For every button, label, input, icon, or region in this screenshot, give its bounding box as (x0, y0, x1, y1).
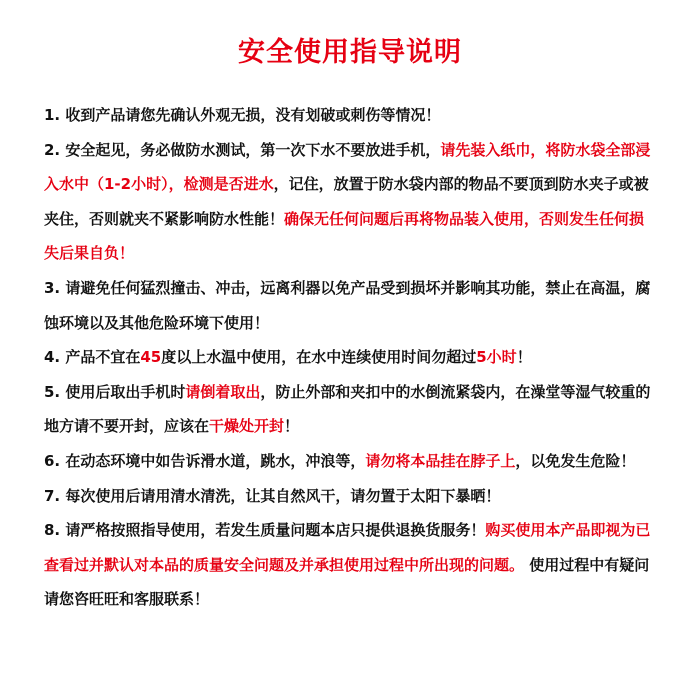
highlighted-text: 请勿将本品挂在脖子上 (365, 451, 516, 470)
instruction-item-2 (44, 133, 656, 271)
instruction-text: 使用过程中有疑问请您咨旺旺和客服联系！ (44, 555, 650, 609)
instruction-list (44, 98, 656, 617)
highlighted-text: 请先装入纸巾，将防水袋全部浸入水中（1-2小时），检测是否进水 (44, 140, 651, 194)
page-title: 安全使用指导说明 (238, 37, 462, 68)
instruction-text: 度以上水温中使用，在水中连续使用时间勿超过 (161, 348, 477, 367)
instruction-text: ！ (284, 417, 300, 436)
highlighted-text: 确保无任何问题后再将物品装入使用，否则发生任何损失后果自负！ (44, 209, 645, 263)
instruction-text: 5. 使用后取出手机时 (44, 382, 186, 401)
highlighted-text: 干燥处开封 (209, 417, 285, 436)
highlighted-text: 请倒着取出 (185, 382, 261, 401)
highlighted-text: 5小时 (476, 348, 517, 367)
instruction-item-3 (44, 271, 656, 340)
instruction-text: 1. 收到产品请您先确认外观无损，没有划破或刺伤等情况！ (44, 106, 441, 124)
instruction-text: ，以免发生危险！ (515, 451, 636, 470)
highlighted-text: 购买使用本产品即视为已查看过并默认对本品的质量安全问题及并承担使用过程中所出现的问题。 (44, 521, 651, 574)
instruction-text: 3. 请避免任何猛烈撞击、冲击，远离利器以免产品受到损坏并影响其功能，禁止在高温，腐蚀环境以及其他危险环境下使用！ (44, 278, 651, 332)
instruction-text: ，记住，放置于防水袋内部的物品不要顶到防水夹子或被夹住，否则就夹不紧影响防水性能！ (44, 175, 649, 228)
instruction-item-8 (44, 513, 656, 617)
instruction-text: ！ (516, 348, 532, 367)
highlighted-text: 45 (140, 348, 162, 367)
instruction-text: 7. 每次使用后请用清水清洗，让其自然风干，请勿置于太阳下暴晒！ (44, 486, 501, 505)
instruction-item-7 (44, 479, 656, 514)
instruction-item-4 (44, 340, 656, 375)
instruction-text: 4. 产品不宜在 (44, 348, 141, 367)
instruction-text: 2. 安全起见，务必做防水测试，第一次下水不要放进手机， (44, 140, 441, 159)
instruction-text: 8. 请严格按照指导使用，若发生质量问题本店只提供退换货服务！ (44, 521, 486, 540)
instruction-text: ，防止外部和夹扣中的水倒流紧袋内，在澡堂等湿气较重的地方请不要开封，应该在 (44, 382, 651, 436)
instruction-text: 6. 在动态环境中如告诉滑水道，跳水，冲浪等， (44, 451, 366, 470)
instruction-item-1 (44, 98, 656, 133)
instruction-item-6 (44, 444, 656, 479)
instruction-item-5 (44, 375, 656, 444)
